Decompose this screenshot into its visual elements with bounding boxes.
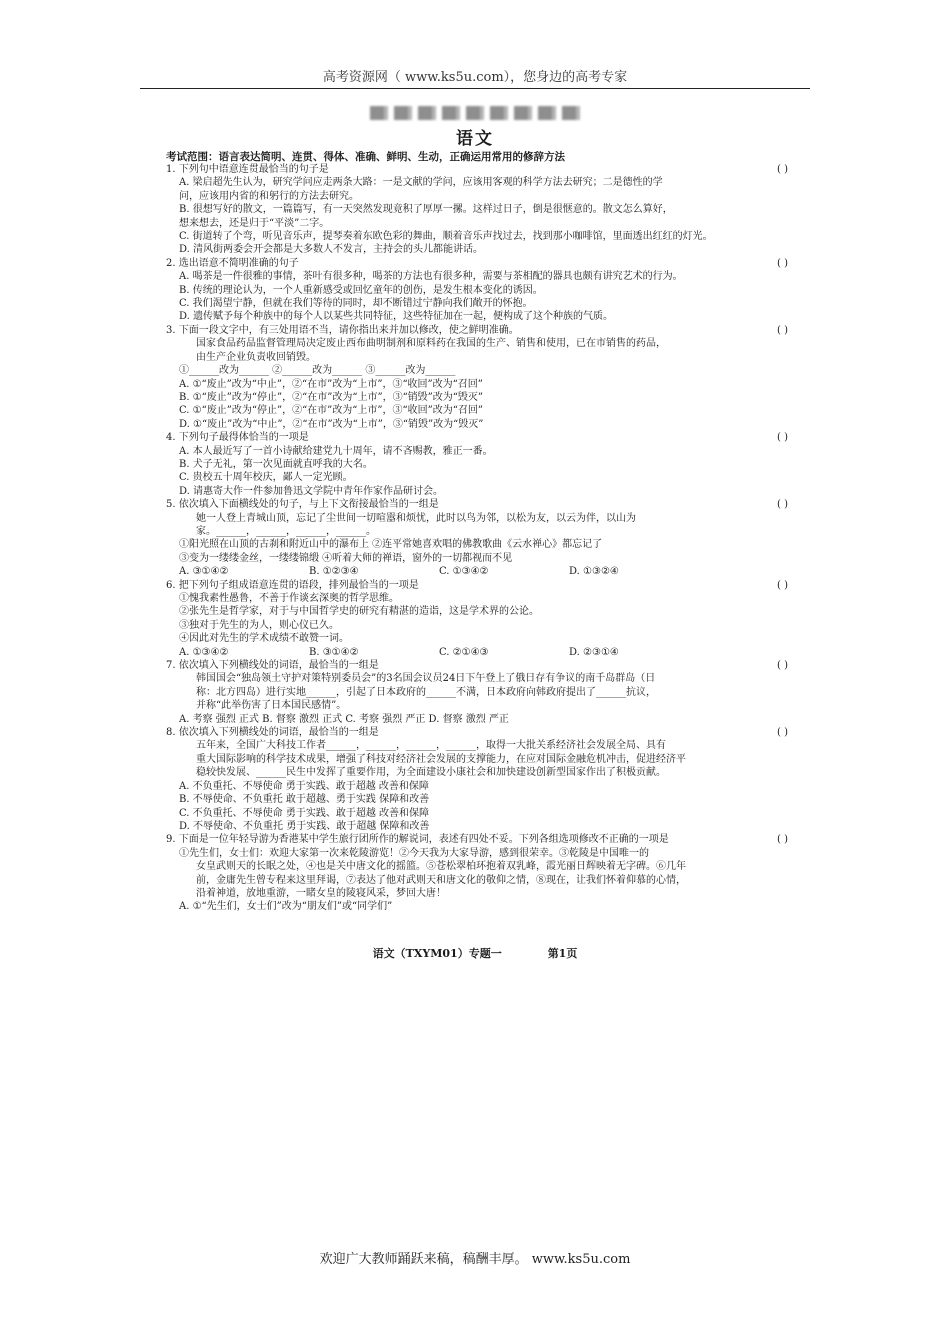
question-stem: 2. 选出语意不简明准确的句子	[166, 257, 299, 269]
question-stem-row	[166, 257, 790, 270]
answer-parentheses: ( )	[777, 499, 788, 511]
answer-option: C. 街道转了个弯，听见音乐声，提琴奏着东欧色彩的舞曲，顺着音乐声找过去，找到那小咖啡馆，里面透出红红的灯光。	[179, 231, 713, 243]
answer-option: C. 不负重托、不辱使命 勇于实践、敢于超越 改善和保障	[179, 807, 430, 819]
question-text-line: ①阳光照在山顶的古刹和附近山中的瀑布上 ②连平常她喜欢唱的佛教歌曲《云水禅心》都忘记了	[179, 539, 603, 551]
question-1	[166, 163, 790, 257]
question-text-line: ①愧我素性愚鲁，不善于作谈玄深奥的哲学思维。	[179, 593, 399, 604]
answer-option: A. 不负重托、不辱使命 勇于实践、敢于超越 改善和保障	[179, 780, 429, 792]
answer-option: D. ②③①④	[569, 646, 619, 658]
question-text-line: 想来想去，还是归于“平淡”二字。	[179, 217, 330, 229]
question-stem: 7. 依次填入下列横线处的词语，最恰当的一组是	[166, 660, 379, 672]
answer-option: B. 犬子无礼，第一次见面就直呼我的大名。	[179, 458, 373, 470]
answer-option: B. 传统的理论认为，一个人重新感受或回忆童年的创伤，是发生根本变化的诱因。	[179, 284, 543, 296]
answer-option: C. ①“废止”改为“停止”，②“在市”改为“上市”，③“收回”改为“召回”	[179, 405, 483, 417]
answer-option: A. 喝茶是一件很雅的事情，茶叶有很多种，喝茶的方法也有很多种，需要与茶相配的器具也颇有讲究艺术的行为。	[179, 271, 683, 283]
answer-option: D. 清风街两委会开会都是大多数人不发言，主持会的头儿都能讲话。	[179, 244, 484, 256]
question-text-line: 稳较快发展、______民生中发挥了重要作用，为全面建设小康社会和加快建设创新型国家作出了积极贡献。	[196, 767, 666, 779]
footer-page-number: 第1页	[547, 947, 578, 960]
question-text-line: 五年来，全国广大科技工作者______，______，______，______，取得一大批关系经济社会发展全局、具有	[196, 740, 666, 752]
question-text-line: 重大国际影响的科学技术成果，增强了科技对经济社会发展的支撑能力，在应对国际金融危机冲击，促进经济平	[196, 753, 686, 765]
answer-option: B. 不辱使命、不负重托 敢于超越、勇于实践 保障和改善	[179, 794, 430, 806]
subject-title: 语文	[456, 129, 494, 149]
question-7	[166, 659, 790, 726]
question-stem-row	[166, 659, 790, 672]
answer-option: A. ①③④②	[179, 646, 229, 658]
question-text-line: ④因此对先生的学术成绩不敢赞一词。	[179, 633, 349, 645]
question-stem: 3. 下面一段文字中，有三处用语不当，请你指出来并加以修改，使之鲜明准确。	[166, 324, 519, 336]
question-6	[166, 579, 790, 659]
answer-parentheses: ( )	[777, 579, 788, 591]
answer-option: B. 很想写好的散文，一篇篇写，有一天突然发现竟积了厚厚一摞。这样过日子，倒是很惬意的。散文怎么算好，	[179, 204, 673, 216]
answer-option: A. 考察 强烈 正式 B. 督察 激烈 正式 C. 考察 强烈 严正 D. 督察 激烈 严正	[179, 713, 509, 725]
answer-option: A. 本人最近写了一首小诗献给建党九十周年，请不吝赐教，雅正一番。	[179, 445, 493, 457]
answer-option: B. ①“废止”改为“停止”，②“在市”改为“上市”，③“销毁”改为“毁灭”	[179, 391, 484, 403]
question-4	[166, 431, 790, 498]
answer-parentheses: ( )	[777, 324, 788, 336]
answer-options-row	[166, 646, 790, 659]
answer-option: C. 我们渴望宁静，但就在我们等待的同时，却不断错过宁静向我们敞开的怀抱。	[179, 298, 533, 310]
answer-options-row	[166, 565, 790, 578]
question-2	[166, 257, 790, 324]
question-text-line: 由生产企业负责收回销毁。	[196, 351, 316, 363]
question-9	[166, 833, 790, 913]
answer-option: D. ①③②④	[569, 566, 619, 578]
question-text-line: 并称“此举伤害了日本国民感情”。	[196, 700, 347, 712]
answer-option: D. 请惠寄大作一件参加鲁迅文学院中青年作家作品研讨会。	[179, 485, 444, 497]
question-stem-row	[166, 163, 790, 176]
answer-parentheses: ( )	[777, 164, 788, 175]
footer-series: 语文（TXYM01）专题一	[372, 947, 502, 960]
question-text-line: 沿着神道，放地重游，一睹女皇的陵寝风采，梦回大唐！	[196, 887, 446, 899]
exam-scope: 考试范围：语言表达简明、连贯、得体、准确、鲜明、生动，正确运用常用的修辞方法	[166, 151, 565, 163]
answer-option: D. ①“废止”改为“中止”，②“在市”改为“上市”，③“销毁”改为“毁灭”	[179, 418, 484, 430]
answer-option: A. ③①④②	[179, 566, 229, 578]
question-8	[166, 726, 790, 833]
answer-option: A. ①“废止”改为“中止”，②“在市”改为“上市”，③“收回”改为“召回”	[179, 378, 483, 390]
question-3	[166, 324, 790, 431]
question-stem: 6. 把下列句子组成语意连贯的语段，排列最恰当的一项是	[166, 579, 419, 591]
answer-option: D. 不辱使命、不负重托 勇于实践、敢于超越 保障和改善	[179, 820, 430, 832]
answer-option: D. 遗传赋予每个种族中的每个人以某些共同特征，这些特征加在一起，便构成了这个种族的气质。	[179, 311, 614, 323]
site-bottom-banner: 欢迎广大教师踊跃来稿，稿酬丰厚。 www.ks5u.com	[319, 1252, 631, 1267]
answer-option: B. ③①④②	[309, 646, 359, 658]
answer-option: C. ①③④②	[439, 566, 489, 578]
answer-option: A. ①“先生们，女士们”改为“朋友们”或“同学们”	[179, 901, 393, 913]
answer-option: C. ②①④③	[439, 646, 489, 658]
question-text-line: ①先生们，女士们：欢迎大家第一次来乾陵游览！②今天我为大家导游，感到很荣幸。③乾陵是中国唯一的	[179, 847, 649, 859]
answer-option: B. ①②③④	[309, 566, 359, 578]
answer-parentheses: ( )	[777, 660, 788, 672]
site-header: 高考资源网（ www.ks5u.com），您身边的高考专家	[322, 70, 628, 85]
question-5	[166, 498, 790, 578]
question-text-line: 称：北方四岛）进行实地______，引起了日本政府的______不满，日本政府向韩政府提出了______抗议，	[196, 686, 656, 698]
question-text-line: 家。______，______，______，______。	[196, 525, 376, 537]
question-text-line: 前，金庸先生曾专程来这里拜谒，⑦表达了他对武则天和唐文化的敬仰之情，⑧现在，让我们怀着仰慕的心情，	[196, 874, 686, 886]
question-stem: 9. 下面是一位年轻导游为香港某中学生旅行团所作的解说词，表述有四处不妥。下列各组选项修改不正确的一项是	[166, 834, 669, 846]
question-text-line: 国家食品药品监督管理局决定废止西布曲明制剂和原料药在我国的生产、销售和使用，已在市销售的药品，	[196, 338, 666, 350]
question-text-line: 问，应该用内省的和躬行的方法去研究。	[179, 190, 359, 202]
question-text-line: 韩国国会“独岛领土守护对策特别委员会”的3名国会议员24日下午登上了俄日存有争议的南千岛群岛（日	[196, 673, 656, 685]
question-list	[166, 163, 790, 914]
answer-option: C. 贵校五十周年校庆，鄙人一定光顾。	[179, 472, 353, 484]
question-stem: 8. 依次填入下列横线处的词语，最恰当的一组是	[166, 727, 379, 739]
question-text-line: ②张先生是哲学家，对于与中国哲学史的研究有精湛的造诣，这是学术界的公论。	[179, 606, 539, 618]
answer-parentheses: ( )	[777, 432, 788, 444]
question-text-line: ①______改为______ ②______改为______ ③______改为______	[179, 365, 456, 377]
question-stem-row	[166, 498, 790, 511]
answer-option: A. 梁启超先生认为，研究学问应走两条大路：一是文献的学问，应该用客观的科学方法去研究；二是德性的学	[179, 177, 663, 189]
question-stem: 4. 下列句子最得体恰当的一项是	[166, 432, 309, 444]
question-stem-row	[166, 324, 790, 337]
question-stem: 5. 依次填入下面横线处的句子，与上下文衔接最恰当的一组是	[166, 499, 439, 511]
answer-parentheses: ( )	[777, 834, 788, 846]
question-stem-row	[166, 833, 790, 846]
question-stem: 1. 下列句中语意连贯最恰当的句子是	[166, 164, 329, 175]
question-text-line: 女皇武则天的长眠之处，④也是关中唐文化的摇篮。⑤苍松翠柏环抱着双乳峰，霞光丽日辉映着无字碑。⑥几年	[196, 861, 686, 873]
question-text-line: 她一人登上青城山顶，忘记了尘世间一切喧嚣和烦忧，此时以鸟为邻，以松为友，以云为伴，以山为	[196, 512, 636, 524]
question-stem-row	[166, 579, 790, 592]
question-text-line: ③独对于先生的为人，则心仪已久。	[179, 619, 339, 631]
question-stem-row	[166, 431, 790, 444]
blurred-banner-title	[370, 106, 580, 120]
question-stem-row	[166, 726, 790, 739]
answer-parentheses: ( )	[777, 257, 788, 269]
answer-parentheses: ( )	[777, 727, 788, 739]
page-footer	[0, 945, 950, 961]
question-text-line: ③变为一缕缕金丝，一缕缕锦缎 ④听着大师的禅语，窗外的一切都视而不见	[179, 552, 513, 564]
header-divider	[140, 88, 810, 89]
